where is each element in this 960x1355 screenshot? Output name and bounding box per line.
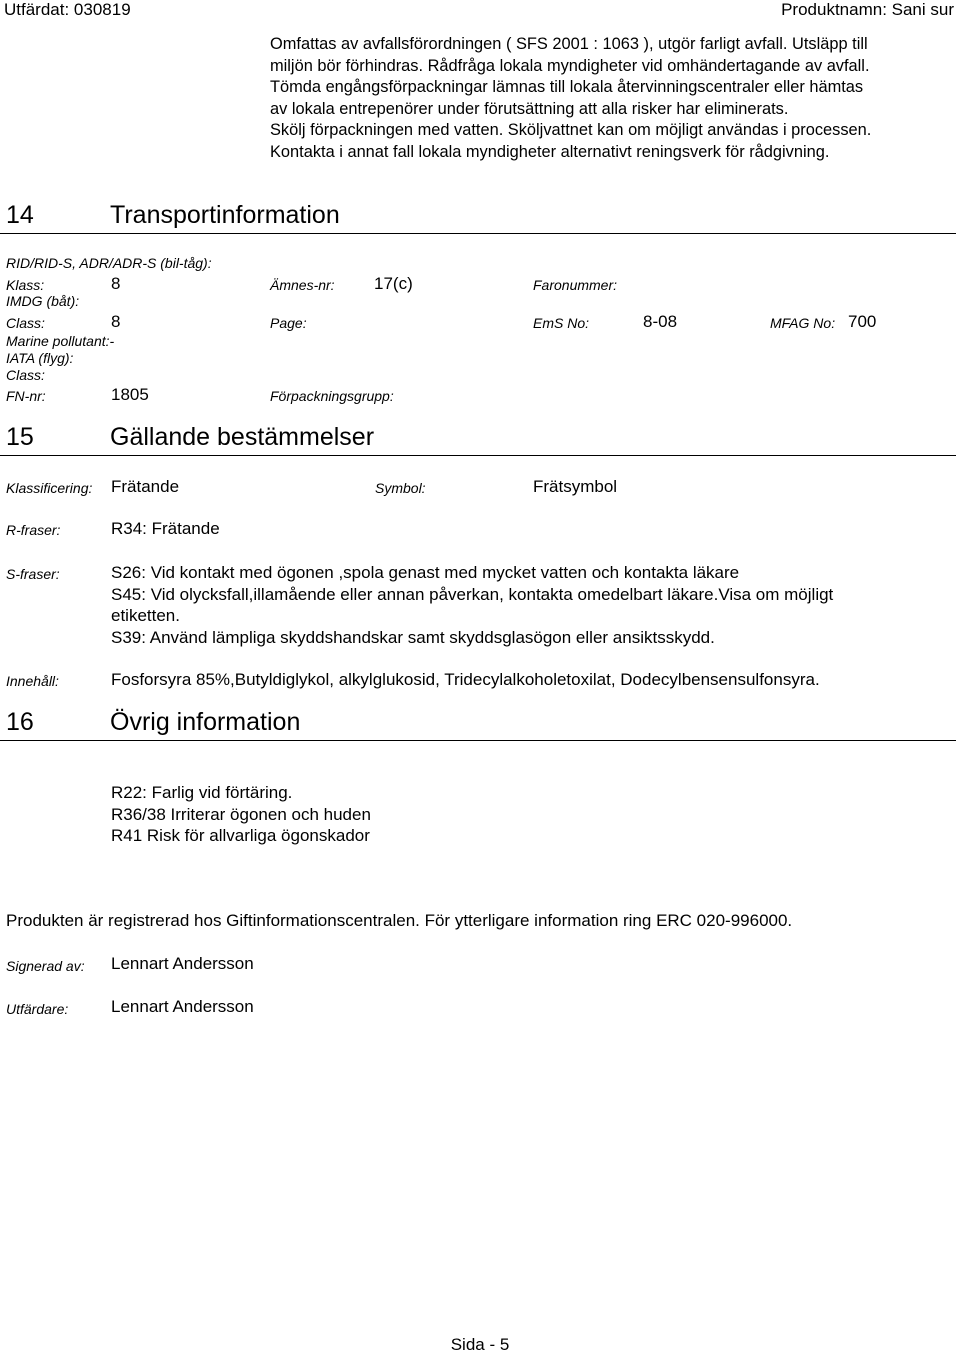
s-phrase: S45: Vid olycksfall,illamående eller annan påverkan, kontakta omedelbart läkare.Visa om möjligt [111, 584, 834, 604]
klassificering-label: Klassificering: [6, 480, 93, 496]
symbol-label: Symbol: [375, 480, 426, 496]
s-phrase: etiketten. [111, 606, 180, 625]
s-fraser-label: S-fraser: [6, 566, 60, 582]
iata-label: IATA (flyg): [6, 350, 74, 366]
disposal-line: Omfattas av avfallsförordningen ( SFS 2001 : 1063 ), utgör farligt avfall. Utsläpp till [270, 35, 868, 53]
innehall-value: Fosforsyra 85%,Butyldiglykol, alkylglukosid, Tridecylalkoholetoxilat, Dodecylbensensulfonsyra. [111, 670, 820, 689]
r-phrase: R41 Risk för allvarliga ögonskador [111, 826, 370, 845]
klass-value: 8 [111, 274, 121, 293]
symbol-value: Frätsymbol [533, 477, 618, 496]
innehall-label: Innehåll: [6, 673, 59, 689]
section-title: Gällande bestämmelser [110, 423, 375, 451]
utfardare-value: Lennart Andersson [111, 997, 254, 1016]
section-divider [0, 455, 956, 456]
page-label: Page: [270, 315, 307, 331]
s-phrase: S26: Vid kontakt med ögonen ,spola genast med mycket vatten och kontakta läkare [111, 563, 740, 582]
amnes-value: 17(c) [374, 274, 413, 293]
ems-value: 8-08 [643, 312, 678, 331]
section-14-heading [6, 201, 340, 230]
faronummer-label: Faronummer: [533, 277, 618, 293]
section-16-heading [6, 708, 300, 737]
s-fraser-list [111, 562, 833, 648]
section-divider [0, 233, 956, 234]
s-phrase: S39: Använd lämpliga skyddshandskar samt skyddsglasögon eller ansiktsskydd. [111, 627, 715, 647]
signerad-label: Signerad av: [6, 958, 85, 974]
section-15-heading [6, 423, 374, 452]
imdg-class-value: 8 [111, 312, 121, 331]
fn-label: FN-nr: [6, 388, 46, 404]
r-phrase: R22: Farlig vid förtäring. [111, 783, 293, 802]
section-number: 14 [6, 201, 34, 229]
r-phrase: R36/38 Irriterar ögonen och huden [111, 804, 371, 824]
signerad-value: Lennart Andersson [111, 954, 254, 973]
disposal-line: av lokala entrepenörer under förutsättning att alla risker har eliminerats. [270, 99, 789, 118]
r-fraser-value: R34: Frätande [111, 519, 220, 538]
amnes-label: Ämnes-nr: [270, 277, 335, 293]
utfardare-label: Utfärdare: [6, 1001, 69, 1017]
ems-label: EmS No: [533, 315, 590, 331]
disposal-line: Tömda engångsförpackningar lämnas till lokala återvinningscentraler eller hämtas [270, 78, 864, 96]
marine-pollutant-label: Marine pollutant:- [6, 333, 115, 349]
imdg-class-label: Class: [6, 315, 45, 331]
section-title: Övrig information [110, 708, 301, 736]
r-phrases-list [111, 782, 371, 847]
imdg-label: IMDG (båt): [6, 293, 80, 309]
forpackningsgrupp-label: Förpackningsgrupp: [270, 388, 394, 404]
r-fraser-label: R-fraser: [6, 522, 61, 538]
klass-label: Klass: [6, 277, 45, 293]
disposal-line: Skölj förpackningen med vatten. Sköljvattnet kan om möjligt användas i processen. [270, 121, 872, 139]
iata-class-label: Class: [6, 367, 45, 383]
section-divider [0, 740, 956, 741]
disposal-line: Kontakta i annat fall lokala myndigheter alternativt reningsverk för rådgivning. [270, 142, 830, 161]
product-name: Produktnamn: Sani sur [781, 0, 954, 19]
mfag-value: 700 [848, 312, 877, 331]
fn-value: 1805 [111, 385, 149, 404]
disposal-text [270, 34, 956, 163]
page-number: Sida - 5 [450, 1335, 510, 1354]
section-title: Transportinformation [110, 201, 340, 229]
mfag-label: MFAG No: [770, 315, 836, 331]
section-number: 15 [6, 423, 34, 451]
issue-date: Utfärdat: 030819 [4, 0, 131, 19]
rid-label: RID/RID-S, ADR/ADR-S (bil-tåg): [6, 255, 212, 271]
section-number: 16 [6, 708, 34, 736]
registration-text: Produkten är registrerad hos Giftinformationscentralen. För ytterligare information ring ERC 020-996000. [6, 911, 793, 930]
klassificering-value: Frätande [111, 477, 180, 496]
disposal-line: miljön bör förhindras. Rådfråga lokala myndigheter vid omhändertagande av avfall. [270, 56, 870, 75]
